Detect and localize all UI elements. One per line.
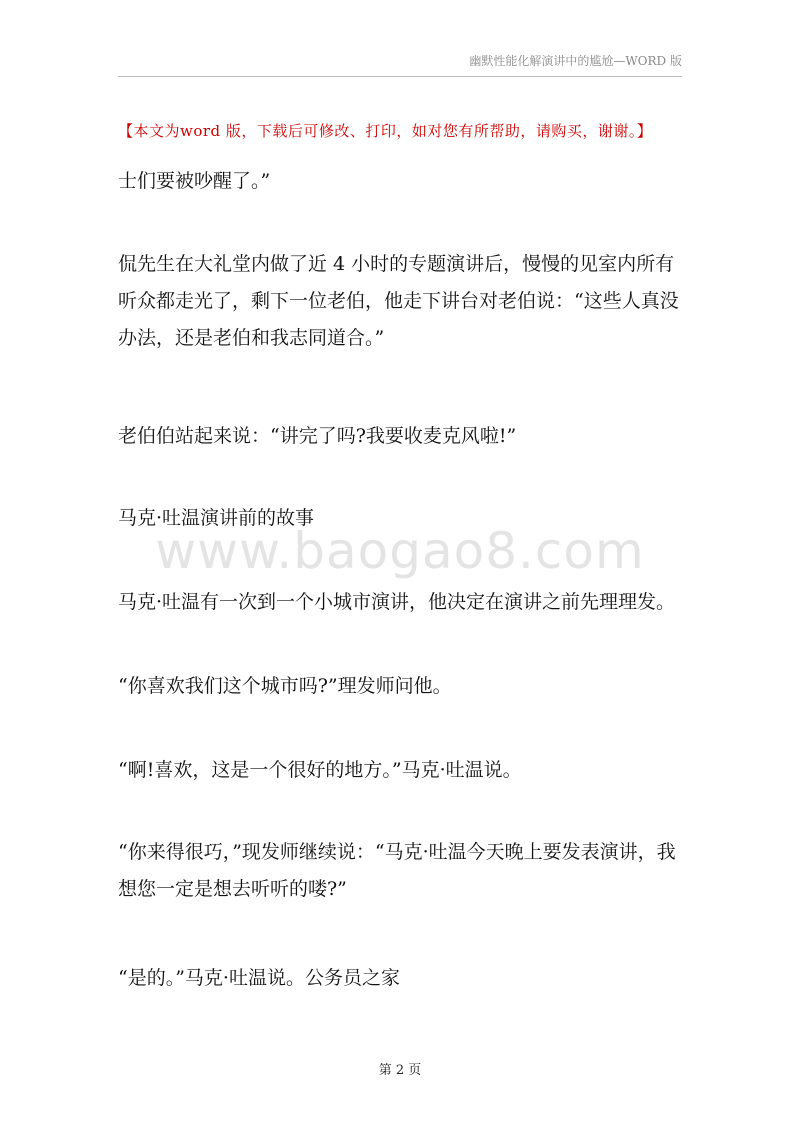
- page-header: [118, 52, 682, 77]
- paragraph-4: 马克·吐温有一次到一个小城市演讲，他决定在演讲之前先理理发。: [118, 591, 676, 613]
- paragraph-6: “啊!喜欢，这是一个很好的地方。”马克·吐温说。: [118, 759, 522, 781]
- paragraph-1: 士们要被吵醒了。”: [118, 170, 271, 192]
- page-number: 第 2 页: [378, 1063, 422, 1078]
- section-heading: 马克·吐温演讲前的故事: [118, 507, 315, 529]
- paragraph-3: 老伯伯站起来说：“讲完了吗?我要收麦克风啦!”: [118, 425, 517, 447]
- paragraph-7: “你来得很巧，”现发师继续说：“马克·吐温今天晚上要发表演讲，我想您一定是想去听听的喽?”: [118, 841, 676, 900]
- paragraph-8: “是的。”马克·吐温说。公务员之家: [118, 967, 400, 989]
- paragraph-5: “你喜欢我们这个城市吗?”理发师问他。: [118, 675, 452, 697]
- download-notice: 【本文为word 版，下载后可修改、打印，如对您有所帮助，请购买，谢谢。】: [118, 122, 653, 140]
- header-title: 幽默性能化解演讲中的尴尬—WORD 版: [469, 54, 682, 68]
- paragraph-2: 侃先生在大礼堂内做了近 4 小时的专题演讲后，慢慢的见室内所有听众都走光了，剩下一位老伯，他走下讲台对老伯说：“这些人真没办法，还是老伯和我志同道合。”: [118, 253, 679, 349]
- watermark: www.baogao8.com: [155, 522, 645, 580]
